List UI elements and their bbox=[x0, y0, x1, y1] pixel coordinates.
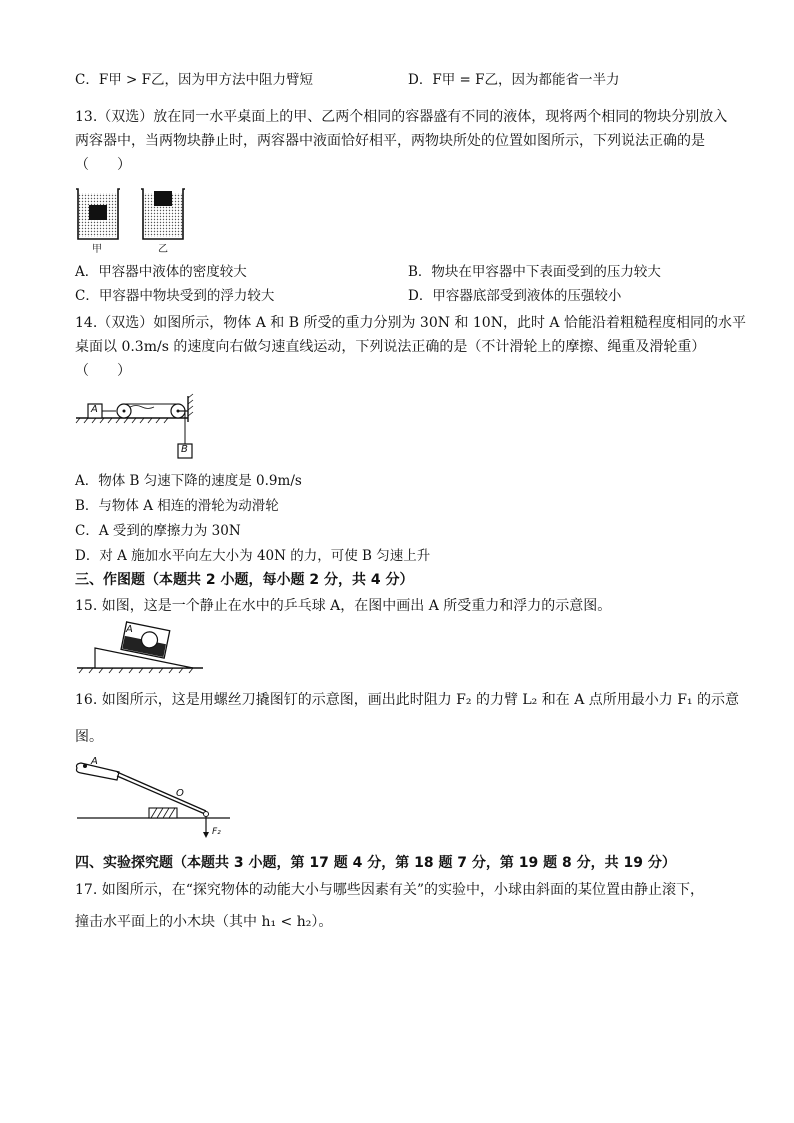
q14-option-d: D．对 A 施加水平向左大小为 40N 的力，可使 B 匀速上升 bbox=[75, 548, 431, 564]
q13-figure bbox=[72, 185, 192, 255]
q15-text: 15. 如图，这是一个静止在水中的乒乓球 A，在图中画出 A 所受重力和浮力的示意图。 bbox=[75, 598, 612, 614]
section-4-heading: 四、实验探究题（本题共 3 小题，第 17 题 4 分，第 18 题 7 分，第 19 题 8 分，共 19 分） bbox=[75, 855, 676, 871]
q16-label-f2: F₂ bbox=[212, 827, 221, 837]
q14-text-line1: 14.（双选）如图所示，物体 A 和 B 所受的重力分别为 30N 和 10N，此时 A 恰能沿着粗糙程度相同的水平 bbox=[75, 315, 746, 331]
q13-block-yi bbox=[154, 191, 172, 206]
q13-text-line2: 两容器中，当两物块静止时，两容器中液面恰好相平，两物块所处的位置如图所示，下列说法正确的是 bbox=[75, 133, 705, 149]
q13-option-b: B．物块在甲容器中下表面受到的压力较大 bbox=[408, 264, 661, 280]
q13-label-jia: 甲 bbox=[92, 244, 102, 255]
q16-text-line2: 图。 bbox=[75, 729, 103, 745]
q14-text-line2: 桌面以 0.3m/s 的速度向右做匀速直线运动，下列说法正确的是（不计滑轮上的摩擦、绳重及滑轮重） bbox=[75, 339, 706, 355]
q12-option-c: C．F甲 > F乙，因为甲方法中阻力臂短 bbox=[75, 72, 313, 88]
q13-option-c: C．甲容器中物块受到的浮力较大 bbox=[75, 288, 275, 304]
q14-option-c: C．A 受到的摩擦力为 30N bbox=[75, 523, 241, 539]
q13-option-a: A．甲容器中液体的密度较大 bbox=[75, 264, 247, 280]
q15-figure bbox=[75, 618, 215, 676]
q14-label-b: B bbox=[181, 444, 188, 455]
q17-text-line1: 17. 如图所示，在“探究物体的动能大小与哪些因素有关”的实验中，小球由斜面的某位置由静止滚下， bbox=[75, 882, 705, 898]
q16-figure bbox=[75, 754, 235, 844]
q14-option-a: A．物体 B 匀速下降的速度是 0.9m/s bbox=[75, 473, 302, 489]
q12-option-d: D．F甲 = F乙，因为都能省一半力 bbox=[408, 72, 620, 88]
q14-figure bbox=[72, 392, 212, 462]
q13-block-jia bbox=[89, 205, 107, 220]
q13-text-line1: 13.（双选）放在同一水平桌面上的甲、乙两个相同的容器盛有不同的液体，现将两个相同的物块分别放入 bbox=[75, 109, 728, 125]
q15-label-a: A bbox=[126, 624, 133, 635]
q14-label-a: A bbox=[91, 404, 98, 415]
q13-option-d: D．甲容器底部受到液体的压强较小 bbox=[408, 288, 622, 304]
q14-option-b: B．与物体 A 相连的滑轮为动滑轮 bbox=[75, 498, 279, 514]
q16-label-o: O bbox=[176, 788, 184, 799]
q13-label-yi: 乙 bbox=[158, 244, 168, 255]
q13-answer-blank: （ ） bbox=[75, 157, 131, 173]
q16-text-line1: 16. 如图所示，这是用螺丝刀撬图钉的示意图，画出此时阻力 F₂ 的力臂 L₂ 和在 A 点所用最小力 F₁ 的示意 bbox=[75, 692, 739, 708]
section-3-heading: 三、作图题（本题共 2 小题，每小题 2 分，共 4 分） bbox=[75, 572, 414, 588]
q16-label-a: A bbox=[91, 756, 98, 767]
q14-answer-blank: （ ） bbox=[75, 363, 131, 379]
q17-text-line2: 撞击水平面上的小木块（其中 h₁ < h₂）。 bbox=[75, 914, 333, 930]
